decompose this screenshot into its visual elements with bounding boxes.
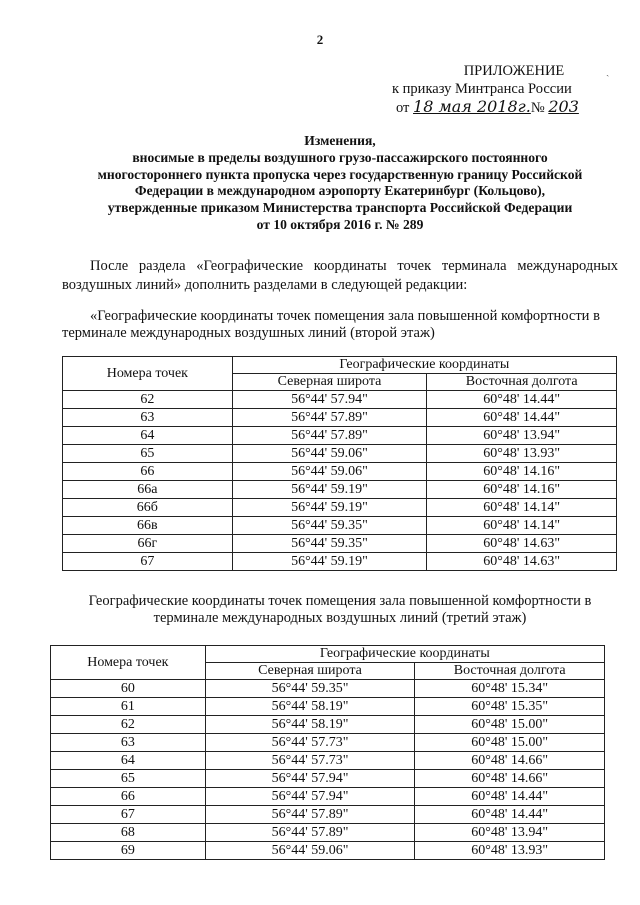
point-number-cell: 66г <box>63 535 233 553</box>
point-number-cell: 67 <box>63 553 233 571</box>
header-lat: Северная широта <box>205 663 415 680</box>
heading-line: утвержденные приказом Министерства транспорта Российской Федерации <box>107 200 573 216</box>
appendix-number-label: № <box>530 100 545 116</box>
coordinates-table-second-floor <box>62 356 617 571</box>
table-row <box>51 716 605 734</box>
heading-line: многостороннего пункта пропуска через государственную границу Российской <box>97 166 583 182</box>
latitude-cell: 56°44' 57.89" <box>205 824 415 842</box>
appendix-date-line <box>380 98 620 117</box>
longitude-cell: 60°48' 15.00" <box>415 734 605 752</box>
section2-title: Географические координаты точек помещения зала повышенной комфортности в терминале международных воздушных линий (третий этаж) <box>88 593 592 626</box>
longitude-cell: 60°48' 14.66" <box>415 752 605 770</box>
heading-line: вносимые в пределы воздушного грузо-пассажирского постоянного <box>132 149 548 165</box>
point-number-cell: 69 <box>51 842 206 860</box>
intro-paragraph: После раздела «Географические координаты точек терминала международных воздушных линий» дополнить разделами в следующей редакции: <box>62 258 618 293</box>
longitude-cell: 60°48' 13.93" <box>427 445 617 463</box>
point-number-cell: 66б <box>63 499 233 517</box>
longitude-cell: 60°48' 14.16" <box>427 463 617 481</box>
longitude-cell: 60°48' 14.44" <box>415 788 605 806</box>
table-row <box>63 463 617 481</box>
latitude-cell: 56°44' 59.19" <box>232 499 427 517</box>
longitude-cell: 60°48' 14.16" <box>427 481 617 499</box>
section1-title: «Географические координаты точек помещения зала повышенной комфортности в терминале международных воздушных линий (второй этаж) <box>62 308 600 341</box>
header-coords: Географические координаты <box>205 646 604 663</box>
longitude-cell: 60°48' 14.66" <box>415 770 605 788</box>
heading-line: от 10 октября 2016 г. № 289 <box>256 216 424 232</box>
point-number-cell: 61 <box>51 698 206 716</box>
header-lon: Восточная долгота <box>427 374 617 391</box>
table-row <box>63 535 617 553</box>
point-number-cell: 68 <box>51 824 206 842</box>
point-number-cell: 63 <box>63 409 233 427</box>
latitude-cell: 56°44' 57.89" <box>232 427 427 445</box>
appendix-number-handwritten: 203 <box>548 97 579 116</box>
page-number: 2 <box>316 32 324 47</box>
point-number-cell: 62 <box>63 391 233 409</box>
header-coords: Географические координаты <box>232 357 616 374</box>
point-number-cell: 66в <box>63 517 233 535</box>
heading-line: Изменения, <box>304 133 376 148</box>
appendix-order-ref: к приказу Минтранса России <box>392 81 572 97</box>
longitude-cell: 60°48' 13.93" <box>415 842 605 860</box>
latitude-cell: 56°44' 58.19" <box>205 698 415 716</box>
table-row <box>51 752 605 770</box>
point-number-cell: 64 <box>51 752 206 770</box>
latitude-cell: 56°44' 57.94" <box>205 770 415 788</box>
header-points: Номера точек <box>63 357 233 391</box>
point-number-cell: 67 <box>51 806 206 824</box>
table-row <box>63 409 617 427</box>
table-row <box>63 481 617 499</box>
table-row <box>63 499 617 517</box>
point-number-cell: 65 <box>51 770 206 788</box>
longitude-cell: 60°48' 14.44" <box>427 391 617 409</box>
latitude-cell: 56°44' 57.94" <box>232 391 427 409</box>
appendix-title: ПРИЛОЖЕНИЕ <box>463 63 565 79</box>
table-row <box>63 553 617 571</box>
table-row <box>51 770 605 788</box>
latitude-cell: 56°44' 57.89" <box>232 409 427 427</box>
table-row <box>63 427 617 445</box>
latitude-cell: 56°44' 57.73" <box>205 734 415 752</box>
longitude-cell: 60°48' 14.14" <box>427 499 617 517</box>
longitude-cell: 60°48' 14.63" <box>427 553 617 571</box>
coordinates-table-third-floor <box>50 645 605 860</box>
longitude-cell: 60°48' 15.34" <box>415 680 605 698</box>
latitude-cell: 56°44' 59.35" <box>205 680 415 698</box>
heading-line: Федерации в международном аэропорту Екатеринбург (Кольцово), <box>134 183 546 199</box>
longitude-cell: 60°48' 14.63" <box>427 535 617 553</box>
table-row <box>63 391 617 409</box>
table-row <box>63 445 617 463</box>
longitude-cell: 60°48' 13.94" <box>427 427 617 445</box>
longitude-cell: 60°48' 14.44" <box>427 409 617 427</box>
table-row <box>51 806 605 824</box>
point-number-cell: 63 <box>51 734 206 752</box>
appendix-block <box>380 62 620 117</box>
latitude-cell: 56°44' 59.06" <box>205 842 415 860</box>
latitude-cell: 56°44' 59.06" <box>232 463 427 481</box>
point-number-cell: 60 <box>51 680 206 698</box>
longitude-cell: 60°48' 15.00" <box>415 716 605 734</box>
table-row <box>63 517 617 535</box>
longitude-cell: 60°48' 14.44" <box>415 806 605 824</box>
latitude-cell: 56°44' 59.35" <box>232 517 427 535</box>
header-lon: Восточная долгота <box>415 663 605 680</box>
mark-icon: ˏ <box>606 66 610 77</box>
table-row <box>51 680 605 698</box>
point-number-cell: 62 <box>51 716 206 734</box>
table-row <box>51 788 605 806</box>
document-heading <box>70 133 610 234</box>
latitude-cell: 56°44' 59.06" <box>232 445 427 463</box>
table-row <box>51 734 605 752</box>
latitude-cell: 56°44' 57.73" <box>205 752 415 770</box>
point-number-cell: 66а <box>63 481 233 499</box>
header-points: Номера точек <box>51 646 206 680</box>
longitude-cell: 60°48' 15.35" <box>415 698 605 716</box>
point-number-cell: 66 <box>51 788 206 806</box>
appendix-from-label: от <box>396 100 410 116</box>
latitude-cell: 56°44' 57.89" <box>205 806 415 824</box>
latitude-cell: 56°44' 58.19" <box>205 716 415 734</box>
header-lat: Северная широта <box>232 374 427 391</box>
table-row <box>51 698 605 716</box>
point-number-cell: 65 <box>63 445 233 463</box>
latitude-cell: 56°44' 59.19" <box>232 553 427 571</box>
longitude-cell: 60°48' 14.14" <box>427 517 617 535</box>
table-row <box>51 824 605 842</box>
appendix-date-handwritten: 18 мая 2018г. <box>413 97 531 116</box>
latitude-cell: 56°44' 59.19" <box>232 481 427 499</box>
point-number-cell: 64 <box>63 427 233 445</box>
latitude-cell: 56°44' 59.35" <box>232 535 427 553</box>
table-row <box>51 842 605 860</box>
point-number-cell: 66 <box>63 463 233 481</box>
longitude-cell: 60°48' 13.94" <box>415 824 605 842</box>
latitude-cell: 56°44' 57.94" <box>205 788 415 806</box>
